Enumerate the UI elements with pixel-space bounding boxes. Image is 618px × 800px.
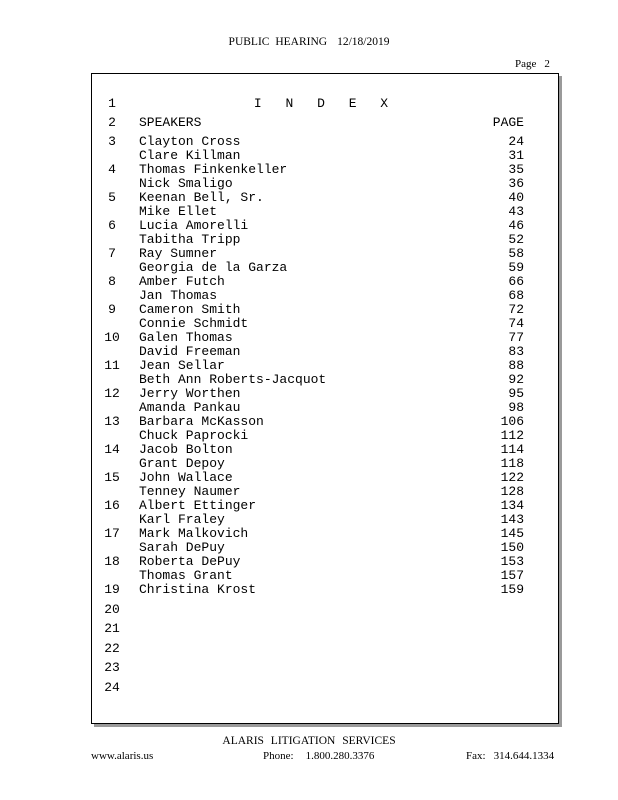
speaker-page: 68 <box>508 288 524 303</box>
speaker-page: 83 <box>508 344 524 359</box>
line-number: 17 <box>104 526 120 541</box>
speaker-page: 35 <box>508 162 524 177</box>
speaker-page: 92 <box>508 372 524 387</box>
speaker-name: Thomas Finkenkeller <box>139 162 288 177</box>
speaker-name: Nick Smaligo <box>139 176 233 191</box>
line-number: 23 <box>104 660 120 675</box>
speaker-name: Christina Krost <box>139 582 257 597</box>
speaker-name: Mike Ellet <box>139 204 218 219</box>
hearing-date: 12/18/2019 <box>337 36 390 48</box>
speaker-page: 72 <box>508 302 524 317</box>
line-number: 19 <box>104 582 120 597</box>
speaker-page: 112 <box>500 428 524 443</box>
speaker-page: 118 <box>500 456 524 471</box>
speaker-name: Clayton Cross <box>139 134 241 149</box>
speaker-name: Georgia de la Garza <box>139 260 288 275</box>
line-number: 8 <box>108 274 116 289</box>
speaker-page: 145 <box>500 526 524 541</box>
speaker-page: 43 <box>508 204 524 219</box>
speaker-page: 36 <box>508 176 524 191</box>
speaker-name: Albert Ettinger <box>139 498 257 513</box>
line-number: 16 <box>104 498 120 513</box>
speaker-page: 98 <box>508 400 524 415</box>
index-title: I N D E X <box>253 96 397 111</box>
speakers-heading: SPEAKERS <box>139 115 202 130</box>
speaker-page: 40 <box>508 190 524 205</box>
footer-phone <box>263 750 374 762</box>
document-header <box>0 36 618 48</box>
fax-number: 314.644.1334 <box>493 750 555 762</box>
speaker-name: Beth Ann Roberts-Jacquot <box>139 372 327 387</box>
speaker-name: Chuck Paprocki <box>139 428 249 443</box>
line-number: 22 <box>104 641 120 656</box>
speaker-page: 95 <box>508 386 524 401</box>
speaker-page: 59 <box>508 260 524 275</box>
line-number: 24 <box>104 680 120 695</box>
line-number: 7 <box>108 246 116 261</box>
line-number: 2 <box>108 115 116 130</box>
line-number: 15 <box>104 470 120 485</box>
line-number: 1 <box>108 96 116 111</box>
phone-label: Phone: <box>263 750 294 762</box>
speaker-name: Connie Schmidt <box>139 316 249 331</box>
line-number: 14 <box>104 442 120 457</box>
speaker-page: 143 <box>500 512 524 527</box>
footer-website: www.alaris.us <box>91 750 154 762</box>
speaker-page: 66 <box>508 274 524 289</box>
line-number: 6 <box>108 218 116 233</box>
speaker-name: Sarah DePuy <box>139 540 225 555</box>
line-number: 3 <box>108 134 116 149</box>
speaker-name: Tenney Naumer <box>139 484 241 499</box>
speaker-page: 58 <box>508 246 524 261</box>
hearing-title: PUBLIC HEARING <box>228 36 328 48</box>
speaker-page: 31 <box>508 148 524 163</box>
speaker-name: Jan Thomas <box>139 288 218 303</box>
line-number: 13 <box>104 414 120 429</box>
page-indicator <box>515 58 550 70</box>
page-number: 2 <box>544 58 550 70</box>
footer-company: ALARIS LITIGATION SERVICES <box>222 735 396 747</box>
line-number: 11 <box>104 358 120 373</box>
line-number: 10 <box>104 330 120 345</box>
speaker-page: 88 <box>508 358 524 373</box>
speaker-page: 153 <box>500 554 524 569</box>
speaker-name: Cameron Smith <box>139 302 241 317</box>
speaker-name: Clare Killman <box>139 148 241 163</box>
speaker-name: John Wallace <box>139 470 233 485</box>
speaker-page: 24 <box>508 134 524 149</box>
speaker-name: Lucia Amorelli <box>139 218 249 233</box>
speaker-name: Mark Malkovich <box>139 526 249 541</box>
line-number: 18 <box>104 554 120 569</box>
speaker-page: 106 <box>500 414 524 429</box>
speaker-page: 114 <box>500 442 524 457</box>
speaker-page: 122 <box>500 470 524 485</box>
speaker-page: 46 <box>508 218 524 233</box>
speaker-name: Grant Depoy <box>139 456 225 471</box>
page-label: Page <box>515 58 537 70</box>
speaker-name: Barbara McKasson <box>139 414 264 429</box>
speaker-page: 159 <box>500 582 524 597</box>
speaker-page: 52 <box>508 232 524 247</box>
speaker-page: 128 <box>500 484 524 499</box>
speaker-page: 134 <box>500 498 524 513</box>
speaker-name: Thomas Grant <box>139 568 233 583</box>
page-heading: PAGE <box>492 115 524 130</box>
speaker-name: Keenan Bell, Sr. <box>139 190 264 205</box>
speaker-name: Amber Futch <box>139 274 225 289</box>
footer-fax <box>466 750 554 762</box>
speaker-page: 157 <box>500 568 524 583</box>
speaker-name: David Freeman <box>139 344 241 359</box>
speaker-name: Jerry Worthen <box>139 386 241 401</box>
line-number: 9 <box>108 302 116 317</box>
speaker-name: Amanda Pankau <box>139 400 241 415</box>
speaker-name: Ray Sumner <box>139 246 218 261</box>
speaker-name: Jean Sellar <box>139 358 225 373</box>
transcript-page <box>91 73 559 724</box>
line-number: 12 <box>104 386 120 401</box>
line-number: 4 <box>108 162 116 177</box>
line-number: 21 <box>104 621 120 636</box>
speaker-name: Tabitha Tripp <box>139 232 241 247</box>
speaker-page: 74 <box>508 316 524 331</box>
speaker-name: Galen Thomas <box>139 330 233 345</box>
fax-label: Fax: <box>466 750 486 762</box>
speaker-name: Jacob Bolton <box>139 442 233 457</box>
phone-number: 1.800.280.3376 <box>305 750 375 762</box>
speaker-page: 77 <box>508 330 524 345</box>
speaker-name: Karl Fraley <box>139 512 225 527</box>
line-number: 20 <box>104 602 120 617</box>
speaker-name: Roberta DePuy <box>139 554 241 569</box>
line-number: 5 <box>108 190 116 205</box>
speaker-page: 150 <box>500 540 524 555</box>
